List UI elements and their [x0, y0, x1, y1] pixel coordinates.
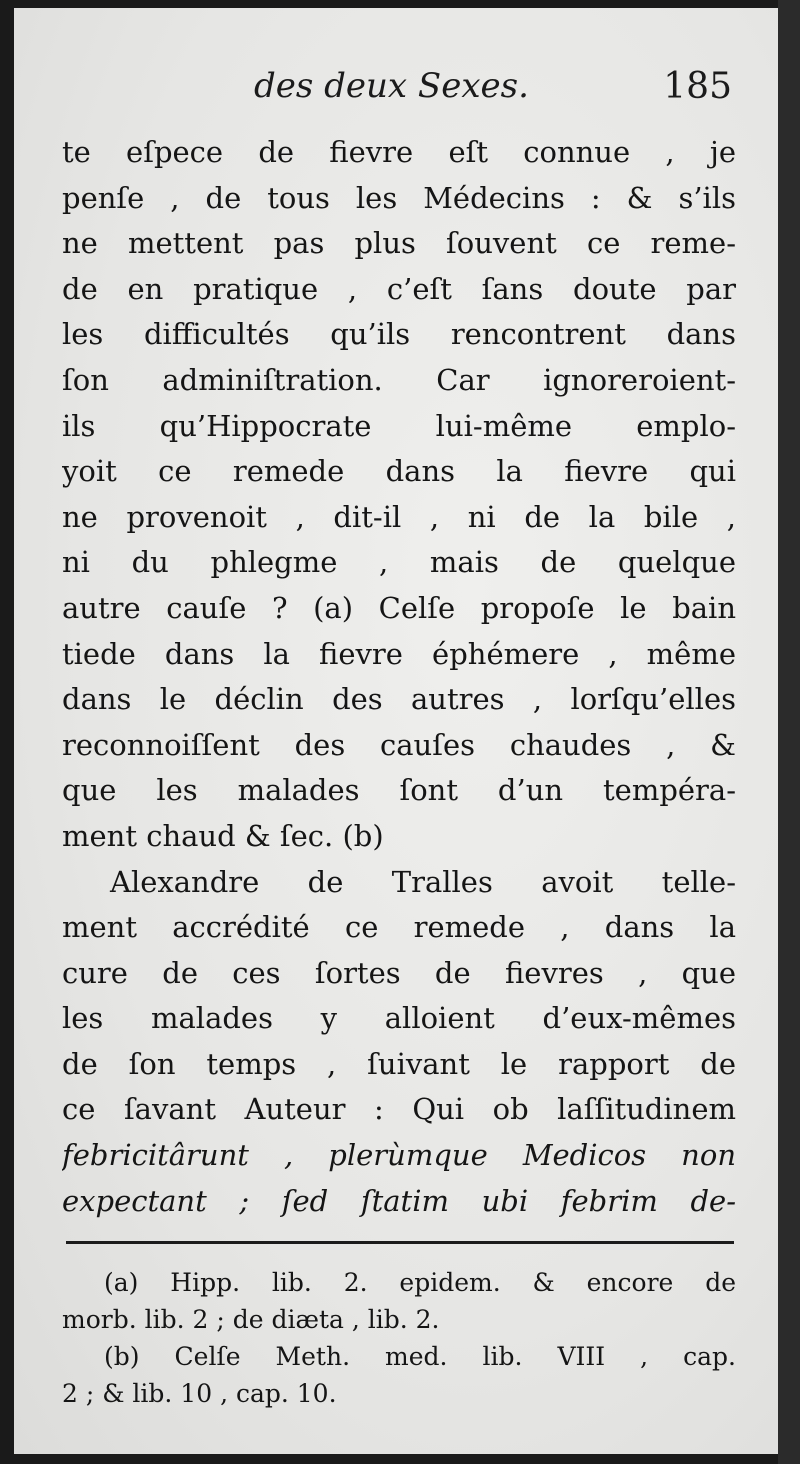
- scan-border: [778, 0, 800, 1464]
- text-line: yoit ce remede dans la fievre qui: [62, 454, 736, 489]
- body-text: [62, 130, 736, 1224]
- text-line: ni du phlegme , mais de quelque: [62, 545, 736, 580]
- text-line: de en pratique , c’eſt ſans doute par: [62, 271, 736, 306]
- text-line: cure de ces ſortes de fievres , que: [62, 955, 736, 990]
- latin-quote-line: expectant ; ſed ſtatim ubi febrim de-: [62, 1183, 736, 1218]
- page-number: 185: [663, 66, 732, 107]
- paragraph-start-line: Alexandre de Tralles avoit telle-: [110, 864, 736, 899]
- text-line: penſe , de tous les Médecins : & s’ils: [62, 180, 736, 215]
- text-line: les difficultés qu’ils rencontrent dans: [62, 317, 736, 352]
- text-line: ment accrédité ce remede , dans la: [62, 910, 736, 945]
- text-line: que les malades ſont d’un tempéra-: [62, 773, 736, 808]
- text-line: tiede dans la fievre éphémere , même: [62, 636, 736, 671]
- text-line: ne provenoit , dit-il , ni de la bile ,: [62, 499, 736, 534]
- running-title: des deux Sexes.: [254, 66, 529, 106]
- text-line: dans le déclin des autres , lorſqu’elles: [62, 682, 736, 717]
- footnote-rule: [66, 1241, 734, 1244]
- latin-quote-line: febricitârunt , plerùmque Medicos non: [62, 1138, 736, 1173]
- footnote-line: morb. lib. 2 ; de diæta , lib. 2.: [62, 1305, 440, 1334]
- text-line: ſon adminiſtration. Car ignoreroient-: [62, 362, 736, 397]
- text-line: ce ſavant Auteur : Qui ob laſſitudinem: [62, 1092, 736, 1127]
- text-line: ils qu’Hippocrate lui-même emplo-: [62, 408, 736, 443]
- footnotes: [62, 1264, 736, 1412]
- text-line: ment chaud & ſec. (b): [62, 818, 384, 853]
- text-line: ne mettent pas plus ſouvent ce reme-: [62, 226, 736, 261]
- book-page: [14, 8, 778, 1454]
- footnote-line: (a) Hipp. lib. 2. epidem. & encore de: [104, 1268, 736, 1297]
- page-header: [14, 66, 778, 118]
- text-line: autre cauſe ? (a) Celſe propoſe le bain: [62, 590, 736, 625]
- footnote-line: 2 ; & lib. 10 , cap. 10.: [62, 1379, 337, 1408]
- text-line: te eſpece de fievre eſt connue , je: [62, 135, 736, 169]
- text-line: les malades y alloient d’eux-mêmes: [62, 1001, 736, 1036]
- text-line: de ſon temps , ſuivant le rapport de: [62, 1046, 736, 1081]
- text-line: reconnoiſſent des cauſes chaudes , &: [62, 727, 736, 762]
- footnote-line: (b) Celſe Meth. med. lib. VIII , cap.: [104, 1342, 736, 1371]
